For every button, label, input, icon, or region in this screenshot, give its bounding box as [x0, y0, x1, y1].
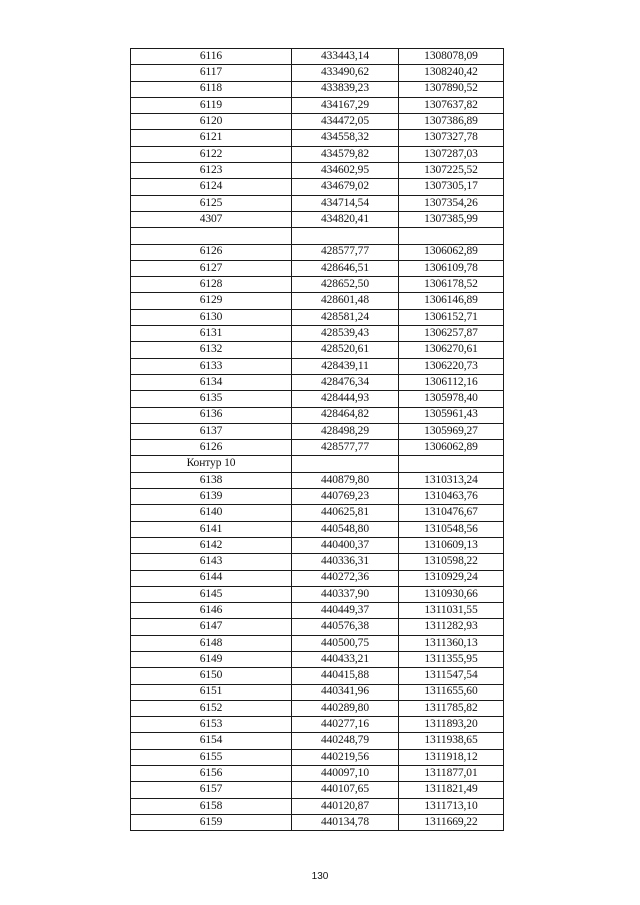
table-row	[131, 668, 504, 684]
table-row	[131, 489, 504, 505]
x-coordinate-cell: 428539,43	[292, 326, 399, 342]
x-coordinate-cell: 428439,11	[292, 358, 399, 374]
table-row	[131, 260, 504, 276]
table-row	[131, 700, 504, 716]
y-coordinate-cell: 1305978,40	[399, 391, 504, 407]
y-coordinate-cell: 1308078,09	[399, 49, 504, 65]
y-coordinate-cell: 1311655,60	[399, 684, 504, 700]
point-number-cell: 6131	[131, 326, 292, 342]
x-coordinate-cell: 433443,14	[292, 49, 399, 65]
table-row	[131, 146, 504, 162]
point-number-cell: 4307	[131, 211, 292, 227]
y-coordinate-cell: 1311785,82	[399, 700, 504, 716]
x-coordinate-cell: 428646,51	[292, 260, 399, 276]
point-number-cell: 6158	[131, 798, 292, 814]
y-coordinate-cell: 1311918,12	[399, 749, 504, 765]
y-coordinate-cell: 1307327,78	[399, 130, 504, 146]
y-coordinate-cell: 1310930,66	[399, 586, 504, 602]
table-row	[131, 684, 504, 700]
y-coordinate-cell: 1306112,16	[399, 374, 504, 390]
point-number-cell: 6149	[131, 651, 292, 667]
y-coordinate-cell	[399, 456, 504, 472]
table-row	[131, 163, 504, 179]
x-coordinate-cell: 428476,34	[292, 374, 399, 390]
y-coordinate-cell: 1310598,22	[399, 554, 504, 570]
x-coordinate-cell: 434579,82	[292, 146, 399, 162]
y-coordinate-cell: 1306146,89	[399, 293, 504, 309]
y-coordinate-cell: 1308240,42	[399, 65, 504, 81]
table-row	[131, 472, 504, 488]
x-coordinate-cell: 440576,38	[292, 619, 399, 635]
table-row	[131, 49, 504, 65]
x-coordinate-cell: 434679,02	[292, 179, 399, 195]
table-row	[131, 423, 504, 439]
point-number-cell: 6128	[131, 277, 292, 293]
x-coordinate-cell: 428577,77	[292, 244, 399, 260]
x-coordinate-cell: 440449,37	[292, 603, 399, 619]
table-row	[131, 603, 504, 619]
point-number-cell: 6136	[131, 407, 292, 423]
table-row	[131, 244, 504, 260]
x-coordinate-cell: 434714,54	[292, 195, 399, 211]
y-coordinate-cell: 1307637,82	[399, 97, 504, 113]
table-row	[131, 635, 504, 651]
point-number-cell: 6116	[131, 49, 292, 65]
y-coordinate-cell: 1311713,10	[399, 798, 504, 814]
y-coordinate-cell: 1307385,99	[399, 211, 504, 227]
y-coordinate-cell: 1307225,52	[399, 163, 504, 179]
x-coordinate-cell: 440097,10	[292, 766, 399, 782]
y-coordinate-cell	[399, 228, 504, 244]
table-row	[131, 130, 504, 146]
table-row	[131, 358, 504, 374]
y-coordinate-cell: 1311031,55	[399, 603, 504, 619]
table-row	[131, 195, 504, 211]
point-number-cell: 6133	[131, 358, 292, 374]
table-row	[131, 342, 504, 358]
point-number-cell: 6122	[131, 146, 292, 162]
x-coordinate-cell: 440107,65	[292, 782, 399, 798]
point-number-cell: 6159	[131, 814, 292, 830]
table-row	[131, 619, 504, 635]
y-coordinate-cell: 1310929,24	[399, 570, 504, 586]
point-number-cell: 6153	[131, 717, 292, 733]
point-number-cell: 6139	[131, 489, 292, 505]
x-coordinate-cell: 440769,23	[292, 489, 399, 505]
x-coordinate-cell: 434558,32	[292, 130, 399, 146]
page-number: 130	[311, 871, 329, 882]
y-coordinate-cell: 1311938,65	[399, 733, 504, 749]
x-coordinate-cell: 440248,79	[292, 733, 399, 749]
table-row	[131, 407, 504, 423]
table-row	[131, 749, 504, 765]
table-row	[131, 440, 504, 456]
point-number-cell: 6137	[131, 423, 292, 439]
point-number-cell: 6121	[131, 130, 292, 146]
table-row	[131, 97, 504, 113]
y-coordinate-cell: 1311282,93	[399, 619, 504, 635]
x-coordinate-cell: 428652,50	[292, 277, 399, 293]
x-coordinate-cell: 428581,24	[292, 309, 399, 325]
table-row	[131, 733, 504, 749]
x-coordinate-cell: 440120,87	[292, 798, 399, 814]
y-coordinate-cell: 1310476,67	[399, 505, 504, 521]
y-coordinate-cell: 1311821,49	[399, 782, 504, 798]
y-coordinate-cell: 1310548,56	[399, 521, 504, 537]
table-row	[131, 277, 504, 293]
point-number-cell: 6152	[131, 700, 292, 716]
table-row	[131, 309, 504, 325]
point-number-cell: 6123	[131, 163, 292, 179]
x-coordinate-cell: 440277,16	[292, 717, 399, 733]
point-number-cell: 6154	[131, 733, 292, 749]
point-number-cell: 6141	[131, 521, 292, 537]
x-coordinate-cell: 440548,80	[292, 521, 399, 537]
point-number-cell: 6155	[131, 749, 292, 765]
x-coordinate-cell: 440500,75	[292, 635, 399, 651]
x-coordinate-cell: 428601,48	[292, 293, 399, 309]
y-coordinate-cell: 1306062,89	[399, 440, 504, 456]
coordinates-table-body	[131, 49, 504, 831]
table-row	[131, 586, 504, 602]
table-row	[131, 782, 504, 798]
table-row	[131, 456, 504, 472]
x-coordinate-cell: 433839,23	[292, 81, 399, 97]
x-coordinate-cell: 440625,81	[292, 505, 399, 521]
y-coordinate-cell: 1311360,13	[399, 635, 504, 651]
point-number-cell: 6135	[131, 391, 292, 407]
point-number-cell: 6134	[131, 374, 292, 390]
y-coordinate-cell: 1311355,95	[399, 651, 504, 667]
point-number-cell: 6142	[131, 537, 292, 553]
y-coordinate-cell: 1305969,27	[399, 423, 504, 439]
table-row	[131, 521, 504, 537]
point-number-cell: 6126	[131, 440, 292, 456]
y-coordinate-cell: 1306062,89	[399, 244, 504, 260]
point-number-cell: 6143	[131, 554, 292, 570]
point-number-cell: 6132	[131, 342, 292, 358]
table-row	[131, 374, 504, 390]
table-row	[131, 766, 504, 782]
y-coordinate-cell: 1307890,52	[399, 81, 504, 97]
x-coordinate-cell: 434472,05	[292, 114, 399, 130]
x-coordinate-cell: 434602,95	[292, 163, 399, 179]
point-number-cell: 6126	[131, 244, 292, 260]
y-coordinate-cell: 1306270,61	[399, 342, 504, 358]
point-number-cell: 6117	[131, 65, 292, 81]
x-coordinate-cell: 440219,56	[292, 749, 399, 765]
table-row	[131, 798, 504, 814]
x-coordinate-cell: 434820,41	[292, 211, 399, 227]
y-coordinate-cell: 1306178,52	[399, 277, 504, 293]
x-coordinate-cell: 440400,37	[292, 537, 399, 553]
x-coordinate-cell: 428498,29	[292, 423, 399, 439]
table-row	[131, 114, 504, 130]
point-number-cell: 6151	[131, 684, 292, 700]
point-number-cell: 6156	[131, 766, 292, 782]
table-row	[131, 293, 504, 309]
x-coordinate-cell	[292, 456, 399, 472]
point-number-cell: 6127	[131, 260, 292, 276]
y-coordinate-cell: 1311893,20	[399, 717, 504, 733]
table-row	[131, 65, 504, 81]
x-coordinate-cell: 440336,31	[292, 554, 399, 570]
y-coordinate-cell: 1311877,01	[399, 766, 504, 782]
table-row	[131, 537, 504, 553]
coordinates-table	[130, 48, 504, 831]
point-number-cell: 6148	[131, 635, 292, 651]
x-coordinate-cell: 434167,29	[292, 97, 399, 113]
x-coordinate-cell: 440337,90	[292, 586, 399, 602]
y-coordinate-cell: 1306152,71	[399, 309, 504, 325]
x-coordinate-cell: 440433,21	[292, 651, 399, 667]
table-row	[131, 326, 504, 342]
point-number-cell: 6129	[131, 293, 292, 309]
point-number-cell: 6125	[131, 195, 292, 211]
point-number-cell: 6140	[131, 505, 292, 521]
x-coordinate-cell: 428520,61	[292, 342, 399, 358]
y-coordinate-cell: 1310313,24	[399, 472, 504, 488]
table-row	[131, 179, 504, 195]
x-coordinate-cell	[292, 228, 399, 244]
point-number-cell: 6120	[131, 114, 292, 130]
y-coordinate-cell: 1307386,89	[399, 114, 504, 130]
x-coordinate-cell: 440879,80	[292, 472, 399, 488]
x-coordinate-cell: 440341,96	[292, 684, 399, 700]
table-row	[131, 814, 504, 830]
table-row	[131, 570, 504, 586]
y-coordinate-cell: 1306257,87	[399, 326, 504, 342]
x-coordinate-cell: 428464,82	[292, 407, 399, 423]
point-number-cell: 6146	[131, 603, 292, 619]
table-row	[131, 717, 504, 733]
point-number-cell: 6124	[131, 179, 292, 195]
y-coordinate-cell: 1311669,22	[399, 814, 504, 830]
y-coordinate-cell: 1310609,13	[399, 537, 504, 553]
point-number-cell	[131, 228, 292, 244]
y-coordinate-cell: 1307354,26	[399, 195, 504, 211]
point-number-cell: 6118	[131, 81, 292, 97]
table-row	[131, 505, 504, 521]
point-number-cell: Контур 10	[131, 456, 292, 472]
point-number-cell: 6145	[131, 586, 292, 602]
table-row	[131, 81, 504, 97]
y-coordinate-cell: 1306109,78	[399, 260, 504, 276]
x-coordinate-cell: 433490,62	[292, 65, 399, 81]
table-row	[131, 554, 504, 570]
point-number-cell: 6119	[131, 97, 292, 113]
y-coordinate-cell: 1305961,43	[399, 407, 504, 423]
table-row	[131, 391, 504, 407]
x-coordinate-cell: 428577,77	[292, 440, 399, 456]
x-coordinate-cell: 440415,88	[292, 668, 399, 684]
table-row	[131, 211, 504, 227]
y-coordinate-cell: 1311547,54	[399, 668, 504, 684]
point-number-cell: 6150	[131, 668, 292, 684]
x-coordinate-cell: 440289,80	[292, 700, 399, 716]
x-coordinate-cell: 440272,36	[292, 570, 399, 586]
table-row	[131, 651, 504, 667]
point-number-cell: 6130	[131, 309, 292, 325]
y-coordinate-cell: 1307305,17	[399, 179, 504, 195]
point-number-cell: 6138	[131, 472, 292, 488]
x-coordinate-cell: 440134,78	[292, 814, 399, 830]
y-coordinate-cell: 1306220,73	[399, 358, 504, 374]
x-coordinate-cell: 428444,93	[292, 391, 399, 407]
y-coordinate-cell: 1310463,76	[399, 489, 504, 505]
point-number-cell: 6144	[131, 570, 292, 586]
point-number-cell: 6147	[131, 619, 292, 635]
y-coordinate-cell: 1307287,03	[399, 146, 504, 162]
table-row	[131, 228, 504, 244]
point-number-cell: 6157	[131, 782, 292, 798]
